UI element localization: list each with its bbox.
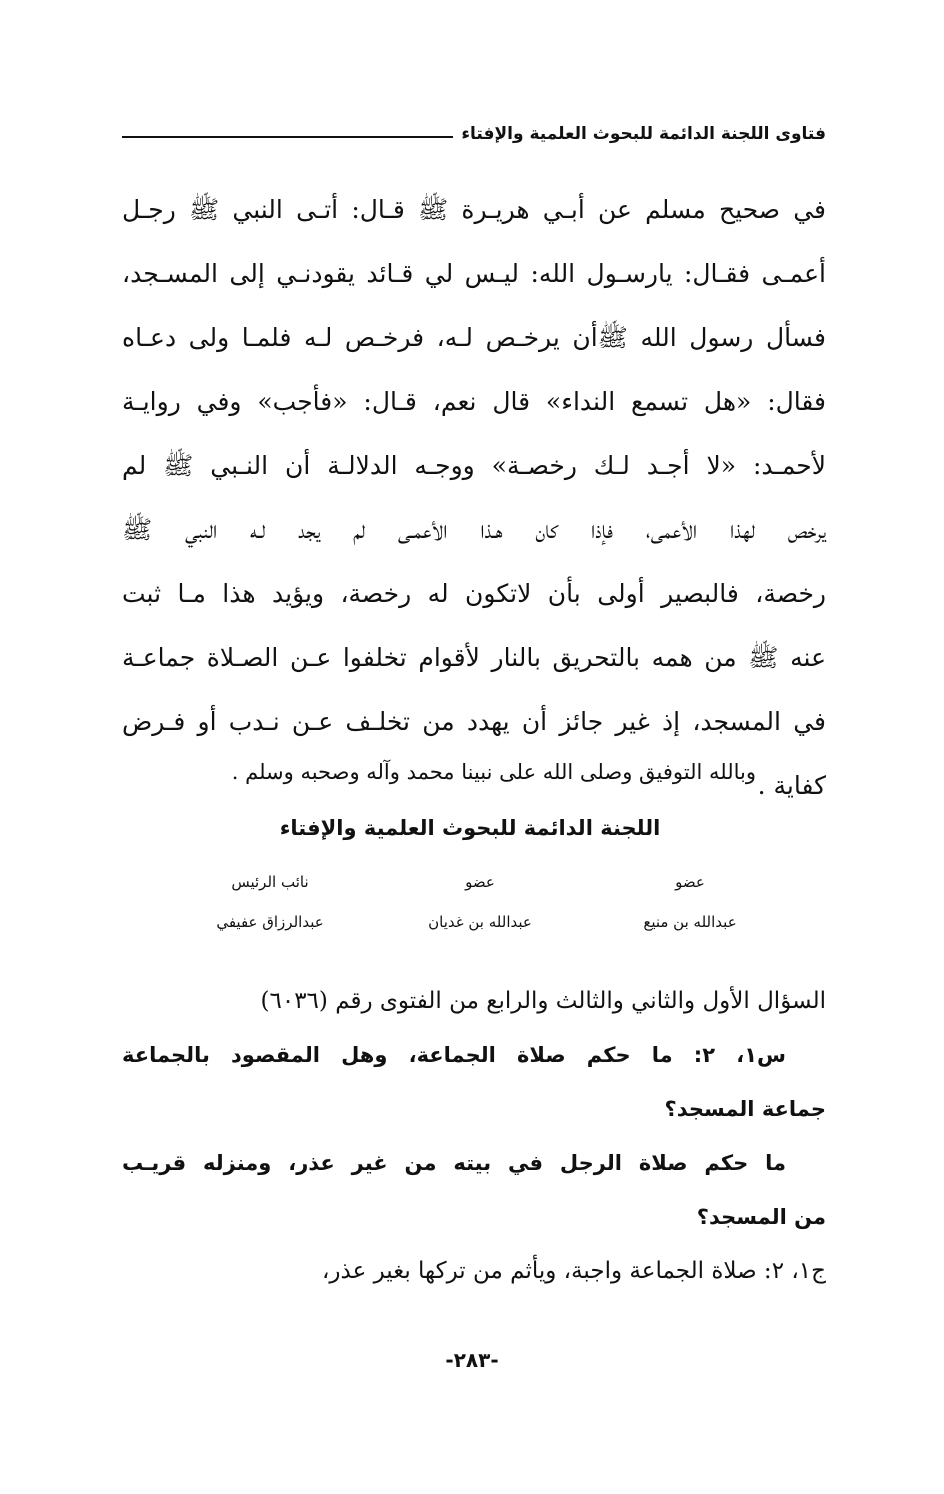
fatwa-body	[122, 178, 826, 818]
body-line: في المسجد، إذ غير جائز أن يهدد من تخلـف عـن نـدب أو فـرض	[122, 707, 826, 736]
book-title: فتاوى اللجنة الدائمة للبحوث العلمية والإفتاء	[461, 124, 826, 144]
signatures	[150, 862, 790, 942]
question-text: ما حكم صلاة الرجل في بيته من غير عذر، ومنزله قريـب	[122, 1151, 786, 1175]
signatory-name: عبدالرزاق عفيفي	[216, 913, 324, 931]
body-line: فقال: «هل تسمع النداء» قال نعم، قـال: «فأجب» وفي روايـة	[122, 387, 826, 416]
signatory	[380, 862, 580, 942]
header-rule	[122, 136, 453, 138]
body-line: رخصة، فالبصير أولى بأن لاتكون له رخصة، ويؤيد هذا مـا ثبت	[122, 579, 826, 608]
question-heading: السؤال الأول والثاني والثالث والرابع من الفتوى رقم (٦٠٣٦)	[260, 988, 826, 1014]
question-text: من المسجد؟	[696, 1205, 826, 1229]
question-section	[122, 974, 826, 1298]
body-line: أعمـى فقـال: يارسـول الله: ليـس لي قـائد يقودنـي إلى المسـجد،	[122, 259, 826, 288]
signatory-name: عبدالله بن منيع	[643, 913, 737, 931]
question-text: س١، ٢: ما حكم صلاة الجماعة، وهل المقصود بالجماعة	[122, 1043, 786, 1067]
running-header	[122, 118, 826, 150]
body-line: في صحيح مسلم عن أبـي هريـرة ﷺ قـال: أتـى النبي ﷺ رجـل	[122, 195, 826, 224]
body-line: لأحمـد: «لا أجـد لـك رخصـة» ووجـه الدلالـة أن النـبي ﷺ لم	[122, 451, 826, 480]
signatory	[590, 862, 790, 942]
signatory-name: عبدالله بن غديان	[428, 913, 532, 931]
signatory-role: عضو	[675, 873, 705, 891]
question-text: جماعة المسجد؟	[664, 1097, 826, 1121]
closing-prayer: وبالله التوفيق وصلى الله على نبينا محمد وآله وصحبه وسلم .	[231, 760, 756, 784]
page-number: -٢٨٣-	[445, 1348, 499, 1372]
body-line: فسأل رسول الله ﷺأن يرخـص لـه، فرخـص لـه فلمـا ولى دعـاه	[122, 323, 826, 352]
committee-name: اللجنة الدائمة للبحوث العلمية والإفتاء	[279, 816, 661, 840]
signatory-role: عضو	[465, 873, 495, 891]
answer-text: ج١، ٢: صلاة الجماعة واجبة، ويأثم من تركها بغير عذر،	[321, 1258, 826, 1284]
body-line: يرخص لهذا الأعمى، فإذا كان هـذا الأعمـى لم يجد لـه النبي ﷺ	[122, 515, 826, 544]
signatory-role: نائب الرئيس	[231, 873, 309, 891]
body-line: كفاية .	[757, 771, 826, 800]
signatory	[170, 862, 370, 942]
body-line: عنه ﷺ من همه بالتحريق بالنار لأقوام تخلفوا عـن الصـلاة جماعـة	[122, 643, 826, 672]
